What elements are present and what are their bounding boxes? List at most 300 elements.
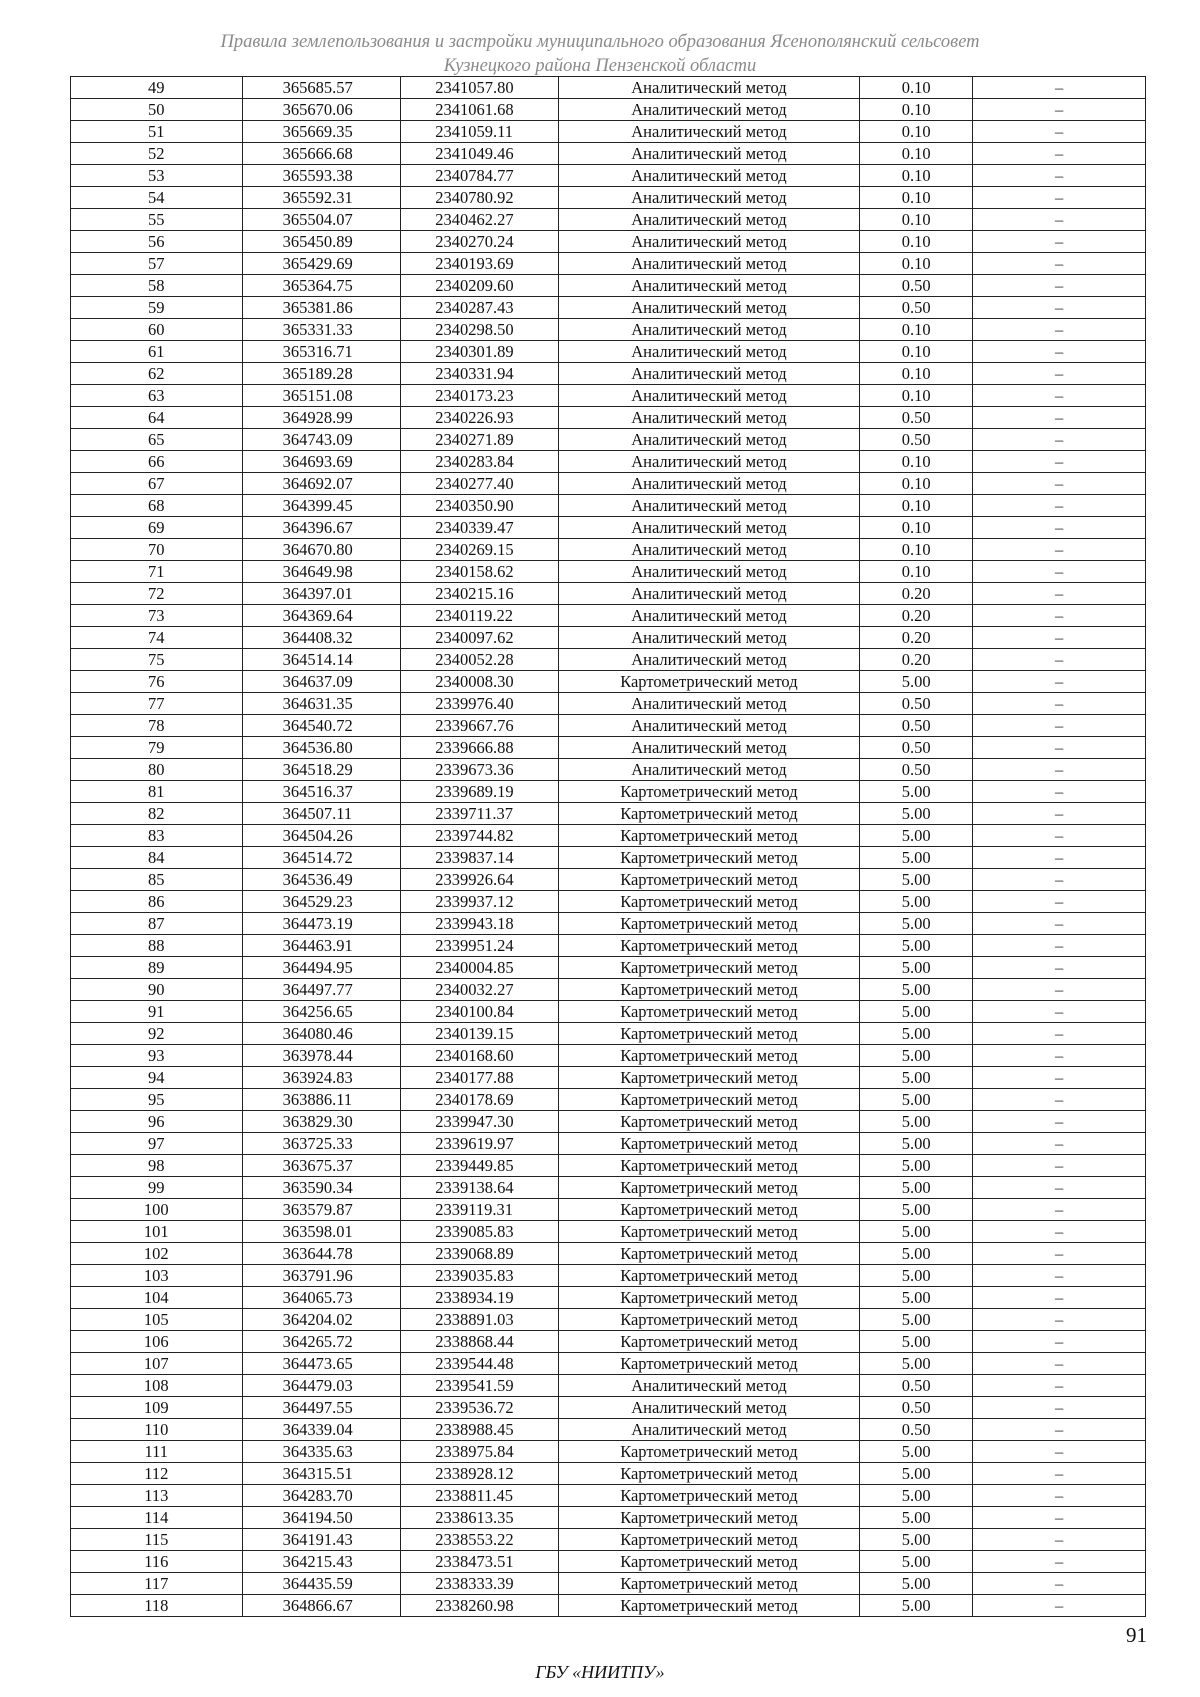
y-coordinate-cell: 2339619.97 (401, 1133, 559, 1155)
x-coordinate-cell: 363579.87 (242, 1199, 401, 1221)
point-number-cell: 77 (71, 693, 243, 715)
y-coordinate-cell: 2339666.88 (401, 737, 559, 759)
y-coordinate-cell: 2340004.85 (401, 957, 559, 979)
x-coordinate-cell: 365151.08 (242, 385, 401, 407)
x-coordinate-cell: 365592.31 (242, 187, 401, 209)
y-coordinate-cell: 2340301.89 (401, 341, 559, 363)
point-number-cell: 80 (71, 759, 243, 781)
table-row (71, 429, 1146, 451)
determination-method-cell: Картометрический метод (558, 803, 859, 825)
accuracy-cell: 0.50 (859, 429, 972, 451)
determination-method-cell: Аналитический метод (558, 583, 859, 605)
point-number-cell: 101 (71, 1221, 243, 1243)
determination-method-cell: Аналитический метод (558, 99, 859, 121)
point-number-cell: 110 (71, 1419, 243, 1441)
point-number-cell: 113 (71, 1485, 243, 1507)
y-coordinate-cell: 2340339.47 (401, 517, 559, 539)
table-row (71, 99, 1146, 121)
table-row (71, 869, 1146, 891)
note-cell: – (973, 1243, 1146, 1265)
point-number-cell: 99 (71, 1177, 243, 1199)
accuracy-cell: 5.00 (859, 1463, 972, 1485)
x-coordinate-cell: 364649.98 (242, 561, 401, 583)
accuracy-cell: 0.10 (859, 187, 972, 209)
table-row (71, 209, 1146, 231)
accuracy-cell: 0.50 (859, 693, 972, 715)
determination-method-cell: Картометрический метод (558, 1551, 859, 1573)
accuracy-cell: 0.10 (859, 143, 972, 165)
accuracy-cell: 5.00 (859, 1507, 972, 1529)
note-cell: – (973, 1067, 1146, 1089)
accuracy-cell: 0.10 (859, 253, 972, 275)
accuracy-cell: 0.10 (859, 473, 972, 495)
determination-method-cell: Картометрический метод (558, 1199, 859, 1221)
x-coordinate-cell: 365450.89 (242, 231, 401, 253)
point-number-cell: 84 (71, 847, 243, 869)
point-number-cell: 66 (71, 451, 243, 473)
accuracy-cell: 5.00 (859, 1287, 972, 1309)
determination-method-cell: Картометрический метод (558, 1089, 859, 1111)
table-row (71, 165, 1146, 187)
point-number-cell: 87 (71, 913, 243, 935)
determination-method-cell: Аналитический метод (558, 253, 859, 275)
accuracy-cell: 0.10 (859, 385, 972, 407)
x-coordinate-cell: 363791.96 (242, 1265, 401, 1287)
determination-method-cell: Аналитический метод (558, 715, 859, 737)
note-cell: – (973, 1595, 1146, 1617)
determination-method-cell: Картометрический метод (558, 1463, 859, 1485)
x-coordinate-cell: 364514.14 (242, 649, 401, 671)
determination-method-cell: Аналитический метод (558, 1375, 859, 1397)
table-row (71, 1177, 1146, 1199)
table-row (71, 583, 1146, 605)
y-coordinate-cell: 2339138.64 (401, 1177, 559, 1199)
determination-method-cell: Аналитический метод (558, 561, 859, 583)
determination-method-cell: Аналитический метод (558, 1397, 859, 1419)
point-number-cell: 57 (71, 253, 243, 275)
determination-method-cell: Аналитический метод (558, 627, 859, 649)
point-number-cell: 89 (71, 957, 243, 979)
note-cell: – (973, 1441, 1146, 1463)
x-coordinate-cell: 365364.75 (242, 275, 401, 297)
determination-method-cell: Картометрический метод (558, 935, 859, 957)
accuracy-cell: 5.00 (859, 1199, 972, 1221)
accuracy-cell: 0.50 (859, 1375, 972, 1397)
table-row (71, 121, 1146, 143)
y-coordinate-cell: 2339711.37 (401, 803, 559, 825)
determination-method-cell: Аналитический метод (558, 165, 859, 187)
note-cell: – (973, 1089, 1146, 1111)
determination-method-cell: Аналитический метод (558, 737, 859, 759)
y-coordinate-cell: 2340780.92 (401, 187, 559, 209)
accuracy-cell: 0.10 (859, 363, 972, 385)
note-cell: – (973, 121, 1146, 143)
table-row (71, 319, 1146, 341)
table-row (71, 1441, 1146, 1463)
x-coordinate-cell: 364065.73 (242, 1287, 401, 1309)
accuracy-cell: 0.10 (859, 77, 972, 99)
point-number-cell: 72 (71, 583, 243, 605)
table-row (71, 1353, 1146, 1375)
table-row (71, 1023, 1146, 1045)
accuracy-cell: 5.00 (859, 957, 972, 979)
note-cell: – (973, 1287, 1146, 1309)
table-row (71, 1595, 1146, 1617)
point-number-cell: 62 (71, 363, 243, 385)
x-coordinate-cell: 364463.91 (242, 935, 401, 957)
table-row (71, 715, 1146, 737)
note-cell: – (973, 319, 1146, 341)
point-number-cell: 82 (71, 803, 243, 825)
accuracy-cell: 0.50 (859, 407, 972, 429)
point-number-cell: 55 (71, 209, 243, 231)
determination-method-cell: Картометрический метод (558, 1287, 859, 1309)
y-coordinate-cell: 2340178.69 (401, 1089, 559, 1111)
x-coordinate-cell: 365669.35 (242, 121, 401, 143)
table-row (71, 77, 1146, 99)
accuracy-cell: 0.10 (859, 539, 972, 561)
x-coordinate-cell: 365429.69 (242, 253, 401, 275)
note-cell: – (973, 935, 1146, 957)
point-number-cell: 83 (71, 825, 243, 847)
x-coordinate-cell: 365504.07 (242, 209, 401, 231)
accuracy-cell: 5.00 (859, 781, 972, 803)
point-number-cell: 109 (71, 1397, 243, 1419)
point-number-cell: 100 (71, 1199, 243, 1221)
x-coordinate-cell: 364692.07 (242, 473, 401, 495)
point-number-cell: 76 (71, 671, 243, 693)
x-coordinate-cell: 364080.46 (242, 1023, 401, 1045)
note-cell: – (973, 1397, 1146, 1419)
table-row (71, 1155, 1146, 1177)
table-row (71, 385, 1146, 407)
table-row (71, 407, 1146, 429)
x-coordinate-cell: 365593.38 (242, 165, 401, 187)
table-row (71, 671, 1146, 693)
y-coordinate-cell: 2340177.88 (401, 1067, 559, 1089)
accuracy-cell: 0.10 (859, 561, 972, 583)
note-cell: – (973, 1551, 1146, 1573)
determination-method-cell: Картометрический метод (558, 957, 859, 979)
table-row (71, 1133, 1146, 1155)
y-coordinate-cell: 2338811.45 (401, 1485, 559, 1507)
x-coordinate-cell: 364670.80 (242, 539, 401, 561)
table-row (71, 297, 1146, 319)
determination-method-cell: Аналитический метод (558, 429, 859, 451)
note-cell: – (973, 671, 1146, 693)
determination-method-cell: Аналитический метод (558, 341, 859, 363)
determination-method-cell: Аналитический метод (558, 517, 859, 539)
note-cell: – (973, 495, 1146, 517)
note-cell: – (973, 165, 1146, 187)
table-row (71, 473, 1146, 495)
table-row (71, 957, 1146, 979)
point-number-cell: 111 (71, 1441, 243, 1463)
x-coordinate-cell: 364473.19 (242, 913, 401, 935)
point-number-cell: 79 (71, 737, 243, 759)
accuracy-cell: 0.20 (859, 627, 972, 649)
point-number-cell: 60 (71, 319, 243, 341)
y-coordinate-cell: 2339544.48 (401, 1353, 559, 1375)
y-coordinate-cell: 2340193.69 (401, 253, 559, 275)
x-coordinate-cell: 364408.32 (242, 627, 401, 649)
table-row (71, 1111, 1146, 1133)
y-coordinate-cell: 2338553.22 (401, 1529, 559, 1551)
note-cell: – (973, 473, 1146, 495)
x-coordinate-cell: 364631.35 (242, 693, 401, 715)
accuracy-cell: 5.00 (859, 1265, 972, 1287)
table-row (71, 539, 1146, 561)
note-cell: – (973, 1419, 1146, 1441)
x-coordinate-cell: 365685.57 (242, 77, 401, 99)
table-row (71, 1045, 1146, 1067)
accuracy-cell: 5.00 (859, 847, 972, 869)
table-row (71, 495, 1146, 517)
table-row (71, 341, 1146, 363)
note-cell: – (973, 187, 1146, 209)
note-cell: – (973, 693, 1146, 715)
note-cell: – (973, 1331, 1146, 1353)
table-row (71, 693, 1146, 715)
y-coordinate-cell: 2339943.18 (401, 913, 559, 935)
determination-method-cell: Картометрический метод (558, 1265, 859, 1287)
x-coordinate-cell: 364369.64 (242, 605, 401, 627)
note-cell: – (973, 297, 1146, 319)
accuracy-cell: 0.50 (859, 715, 972, 737)
accuracy-cell: 0.50 (859, 297, 972, 319)
note-cell: – (973, 1573, 1146, 1595)
determination-method-cell: Картометрический метод (558, 1111, 859, 1133)
note-cell: – (973, 385, 1146, 407)
table-row (71, 1199, 1146, 1221)
y-coordinate-cell: 2338613.35 (401, 1507, 559, 1529)
point-number-cell: 98 (71, 1155, 243, 1177)
y-coordinate-cell: 2339937.12 (401, 891, 559, 913)
note-cell: – (973, 1507, 1146, 1529)
y-coordinate-cell: 2340270.24 (401, 231, 559, 253)
note-cell: – (973, 1045, 1146, 1067)
point-number-cell: 107 (71, 1353, 243, 1375)
note-cell: – (973, 275, 1146, 297)
x-coordinate-cell: 364529.23 (242, 891, 401, 913)
point-number-cell: 67 (71, 473, 243, 495)
x-coordinate-cell: 364928.99 (242, 407, 401, 429)
point-number-cell: 50 (71, 99, 243, 121)
determination-method-cell: Картометрический метод (558, 1155, 859, 1177)
y-coordinate-cell: 2339541.59 (401, 1375, 559, 1397)
accuracy-cell: 5.00 (859, 1067, 972, 1089)
accuracy-cell: 0.50 (859, 1419, 972, 1441)
x-coordinate-cell: 364215.43 (242, 1551, 401, 1573)
accuracy-cell: 5.00 (859, 1177, 972, 1199)
x-coordinate-cell: 364540.72 (242, 715, 401, 737)
accuracy-cell: 5.00 (859, 1133, 972, 1155)
point-number-cell: 70 (71, 539, 243, 561)
y-coordinate-cell: 2340215.16 (401, 583, 559, 605)
point-number-cell: 68 (71, 495, 243, 517)
note-cell: – (973, 451, 1146, 473)
determination-method-cell: Картометрический метод (558, 1331, 859, 1353)
y-coordinate-cell: 2340139.15 (401, 1023, 559, 1045)
note-cell: – (973, 99, 1146, 121)
note-cell: – (973, 1023, 1146, 1045)
point-number-cell: 61 (71, 341, 243, 363)
y-coordinate-cell: 2340209.60 (401, 275, 559, 297)
x-coordinate-cell: 364396.67 (242, 517, 401, 539)
table-row (71, 1573, 1146, 1595)
x-coordinate-cell: 364518.29 (242, 759, 401, 781)
note-cell: – (973, 1177, 1146, 1199)
table-row (71, 1485, 1146, 1507)
point-number-cell: 73 (71, 605, 243, 627)
point-number-cell: 97 (71, 1133, 243, 1155)
x-coordinate-cell: 363675.37 (242, 1155, 401, 1177)
y-coordinate-cell: 2338473.51 (401, 1551, 559, 1573)
point-number-cell: 105 (71, 1309, 243, 1331)
y-coordinate-cell: 2340298.50 (401, 319, 559, 341)
accuracy-cell: 5.00 (859, 1155, 972, 1177)
note-cell: – (973, 1199, 1146, 1221)
accuracy-cell: 0.10 (859, 121, 972, 143)
note-cell: – (973, 891, 1146, 913)
y-coordinate-cell: 2338988.45 (401, 1419, 559, 1441)
table-row (71, 781, 1146, 803)
table-row (71, 605, 1146, 627)
y-coordinate-cell: 2338928.12 (401, 1463, 559, 1485)
x-coordinate-cell: 364637.09 (242, 671, 401, 693)
point-number-cell: 52 (71, 143, 243, 165)
x-coordinate-cell: 364435.59 (242, 1573, 401, 1595)
x-coordinate-cell: 364536.49 (242, 869, 401, 891)
y-coordinate-cell: 2338333.39 (401, 1573, 559, 1595)
accuracy-cell: 0.50 (859, 759, 972, 781)
x-coordinate-cell: 364504.26 (242, 825, 401, 847)
table-row (71, 1067, 1146, 1089)
x-coordinate-cell: 364397.01 (242, 583, 401, 605)
point-number-cell: 75 (71, 649, 243, 671)
table-row (71, 891, 1146, 913)
x-coordinate-cell: 365331.33 (242, 319, 401, 341)
determination-method-cell: Аналитический метод (558, 187, 859, 209)
note-cell: – (973, 1529, 1146, 1551)
point-number-cell: 117 (71, 1573, 243, 1595)
y-coordinate-cell: 2339837.14 (401, 847, 559, 869)
determination-method-cell: Картометрический метод (558, 1067, 859, 1089)
accuracy-cell: 5.00 (859, 825, 972, 847)
x-coordinate-cell: 364866.67 (242, 1595, 401, 1617)
note-cell: – (973, 539, 1146, 561)
table-row (71, 561, 1146, 583)
point-number-cell: 81 (71, 781, 243, 803)
accuracy-cell: 5.00 (859, 1551, 972, 1573)
point-number-cell: 74 (71, 627, 243, 649)
accuracy-cell: 0.50 (859, 737, 972, 759)
determination-method-cell: Аналитический метод (558, 297, 859, 319)
determination-method-cell: Картометрический метод (558, 781, 859, 803)
table-row (71, 1309, 1146, 1331)
accuracy-cell: 5.00 (859, 1023, 972, 1045)
table-row (71, 1265, 1146, 1287)
y-coordinate-cell: 2340100.84 (401, 1001, 559, 1023)
note-cell: – (973, 1485, 1146, 1507)
x-coordinate-cell: 365670.06 (242, 99, 401, 121)
note-cell: – (973, 363, 1146, 385)
determination-method-cell: Картометрический метод (558, 891, 859, 913)
x-coordinate-cell: 363590.34 (242, 1177, 401, 1199)
determination-method-cell: Аналитический метод (558, 693, 859, 715)
table-row (71, 737, 1146, 759)
point-number-cell: 103 (71, 1265, 243, 1287)
determination-method-cell: Аналитический метод (558, 759, 859, 781)
determination-method-cell: Аналитический метод (558, 209, 859, 231)
point-number-cell: 92 (71, 1023, 243, 1045)
note-cell: – (973, 517, 1146, 539)
determination-method-cell: Аналитический метод (558, 385, 859, 407)
note-cell: – (973, 583, 1146, 605)
table-row (71, 1375, 1146, 1397)
y-coordinate-cell: 2340331.94 (401, 363, 559, 385)
table-row (71, 627, 1146, 649)
table-row (71, 1243, 1146, 1265)
x-coordinate-cell: 363598.01 (242, 1221, 401, 1243)
table-row (71, 1221, 1146, 1243)
determination-method-cell: Аналитический метод (558, 407, 859, 429)
page-footer: ГБУ «НИИТПУ» (535, 1662, 665, 1682)
y-coordinate-cell: 2340350.90 (401, 495, 559, 517)
determination-method-cell: Картометрический метод (558, 825, 859, 847)
note-cell: – (973, 407, 1146, 429)
note-cell: – (973, 825, 1146, 847)
point-number-cell: 114 (71, 1507, 243, 1529)
y-coordinate-cell: 2340277.40 (401, 473, 559, 495)
accuracy-cell: 5.00 (859, 1045, 972, 1067)
table-row (71, 913, 1146, 935)
point-number-cell: 94 (71, 1067, 243, 1089)
table-row (71, 517, 1146, 539)
note-cell: – (973, 605, 1146, 627)
point-number-cell: 58 (71, 275, 243, 297)
x-coordinate-cell: 363725.33 (242, 1133, 401, 1155)
point-number-cell: 115 (71, 1529, 243, 1551)
y-coordinate-cell: 2341059.11 (401, 121, 559, 143)
table-row (71, 803, 1146, 825)
x-coordinate-cell: 364516.37 (242, 781, 401, 803)
note-cell: – (973, 1221, 1146, 1243)
note-cell: – (973, 957, 1146, 979)
determination-method-cell: Аналитический метод (558, 473, 859, 495)
y-coordinate-cell: 2339689.19 (401, 781, 559, 803)
y-coordinate-cell: 2340173.23 (401, 385, 559, 407)
determination-method-cell: Аналитический метод (558, 319, 859, 341)
determination-method-cell: Картометрический метод (558, 1529, 859, 1551)
accuracy-cell: 0.20 (859, 583, 972, 605)
determination-method-cell: Картометрический метод (558, 1177, 859, 1199)
point-number-cell: 49 (71, 77, 243, 99)
accuracy-cell: 5.00 (859, 1573, 972, 1595)
x-coordinate-cell: 364191.43 (242, 1529, 401, 1551)
point-number-cell: 65 (71, 429, 243, 451)
determination-method-cell: Картометрический метод (558, 913, 859, 935)
point-number-cell: 86 (71, 891, 243, 913)
point-number-cell: 88 (71, 935, 243, 957)
point-number-cell: 71 (71, 561, 243, 583)
y-coordinate-cell: 2339667.76 (401, 715, 559, 737)
x-coordinate-cell: 364315.51 (242, 1463, 401, 1485)
table-row (71, 231, 1146, 253)
table-row (71, 759, 1146, 781)
determination-method-cell: Картометрический метод (558, 1441, 859, 1463)
table-row (71, 1089, 1146, 1111)
